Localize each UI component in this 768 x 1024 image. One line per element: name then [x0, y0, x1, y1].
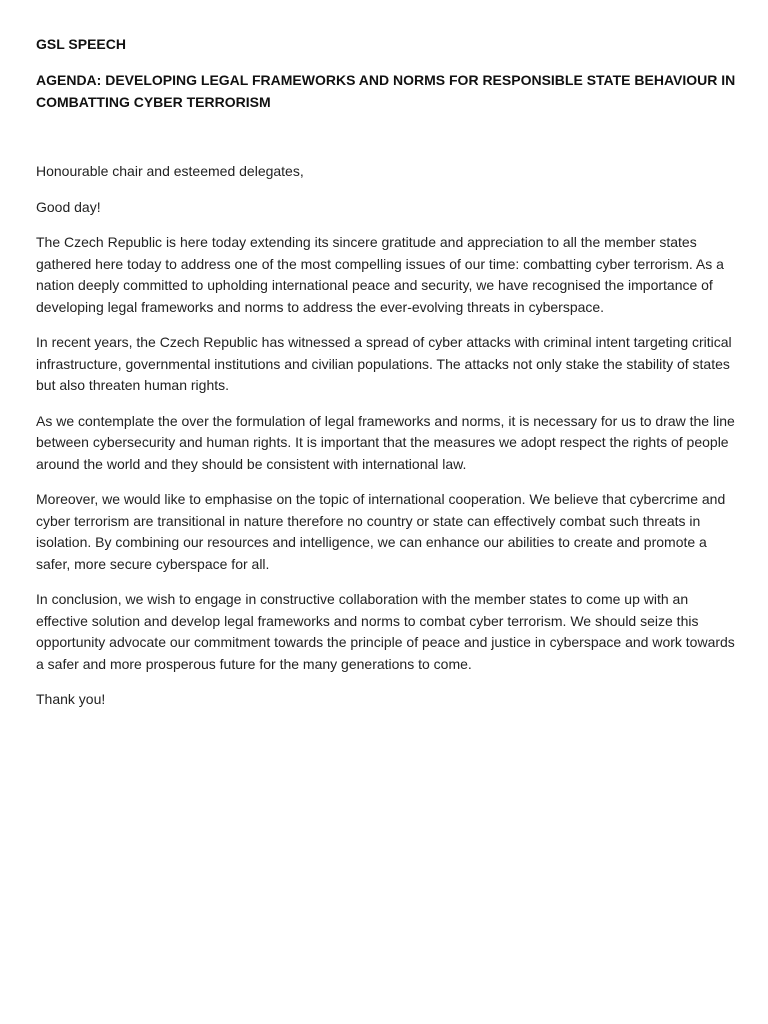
body-paragraph: As we contemplate the over the formulation of legal frameworks and norms, it is necessary for us to draw the line between cybersecurity and human rights. It is important that the measures we adopt respect the rights of people around the world and they should be consistent with international law. [36, 412, 735, 472]
agenda-heading: AGENDA: DEVELOPING LEGAL FRAMEWORKS AND NORMS FOR RESPONSIBLE STATE BEHAVIOUR IN COMBATTING CYBER TERRORISM [36, 72, 736, 110]
conclusion-paragraph: In conclusion, we wish to engage in constructive collaboration with the member states to come up with an effective solution and develop legal frameworks and norms to combat cyber terrorism. We should seize this opportunity advocate our commitment towards the principle of peace and justice in cyberspace and work towards a safer and more prosperous future for the many generations to come. [36, 591, 735, 672]
body-paragraph: The Czech Republic is here today extending its sincere gratitude and appreciation to all the member states gathered here today to address one of the most compelling issues of our time: combatting cyber terrorism. As a nation deeply committed to upholding international peace and security, we have recognised the importance of developing legal frameworks and norms to address the ever-evolving threats in cyberspace. [36, 234, 724, 315]
document-title: GSL SPEECH [36, 36, 126, 52]
salutation-paragraph: Honourable chair and esteemed delegates, [36, 163, 304, 179]
document-page [36, 33, 736, 725]
body-paragraph: In recent years, the Czech Republic has witnessed a spread of cyber attacks with criminal intent targeting critical infrastructure, governmental institutions and civilian populations. The attacks not only stake the stability of states but also threaten human rights. [36, 334, 732, 393]
closing-paragraph: Thank you! [36, 691, 106, 707]
greeting-paragraph: Good day! [36, 198, 101, 215]
body-paragraph: Moreover, we would like to emphasise on the topic of international cooperation. We believe that cybercrime and cyber terrorism are transitional in nature therefore no country or state can effectively combat such threats in isolation. By combining our resources and intelligence, we can enhance our abilities to create and promote a safer, more secure cyberspace for all. [36, 491, 726, 572]
